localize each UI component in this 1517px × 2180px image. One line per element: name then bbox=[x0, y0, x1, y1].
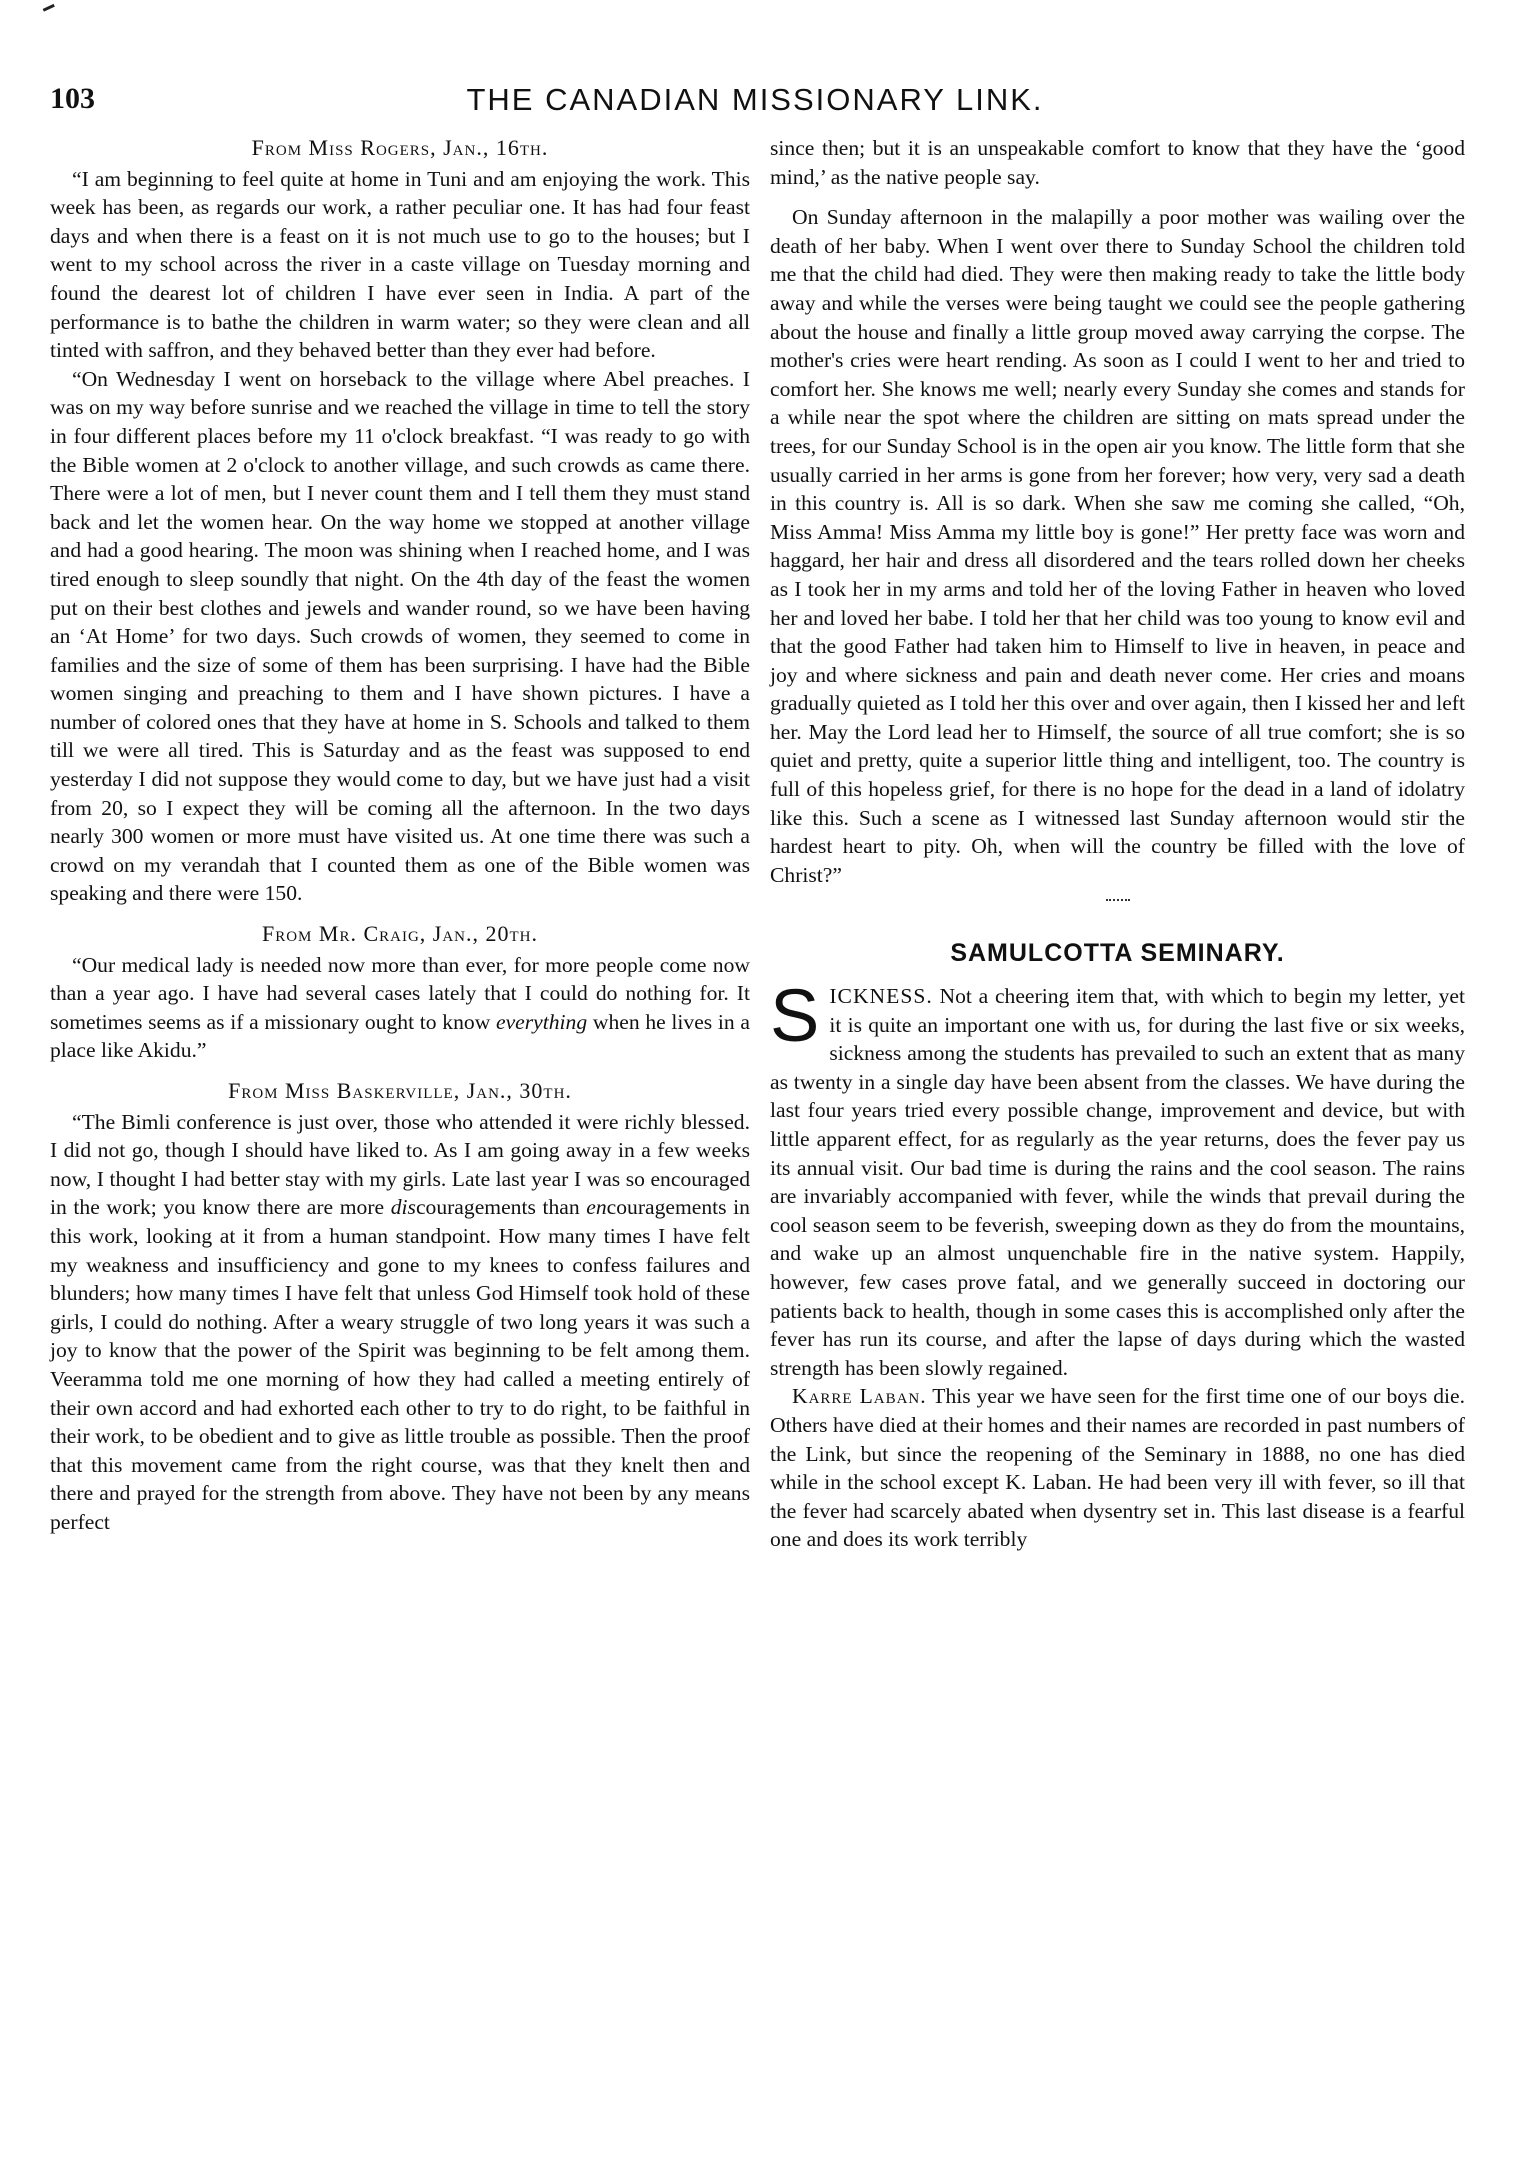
scan-mark bbox=[43, 4, 58, 17]
craig-paragraph: “Our medical lady is needed now more than ever, for more people come now than a year ago. I have had several cases lately that I could do nothing for. It sometimes seems as if a missionary ought to know everything when he lives in a place like Akidu.” bbox=[50, 952, 750, 1063]
baskerville-paragraph-1: “The Bimli conference is just over, those who attended it were richly blessed. I did not go, though I should have liked to. As I am going away in a few weeks now, I thought I had better stay with my girls. Late last year I was so encouraged in the work; you know there are more discouragements than encouragements in this work, looking at it from a human standpoint. How many times I have felt my weakness and insufficiency and gone to my knees to confess failures and blunders; how many times I have felt that unless God Himself took hold of these girls, I could do nothing. After a weary struggle of two long years it was such a joy to know that the power of the Spirit was beginning to be felt among them. Veeramma told me one morning of how they had called a meeting entirely of their own accord and had exhorted each other to try to do right, to be faithful in their work, to be obedient and to give as little trouble as possible. Then the proof that this movement came from the right course, was that they knelt then and there and prayed for the strength from above. They have not been by any means perfect bbox=[50, 1109, 750, 1534]
left-column bbox=[50, 134, 750, 1537]
page-number: 103 bbox=[50, 82, 95, 115]
section-divider bbox=[1106, 899, 1130, 901]
rogers-paragraph-2: “On Wednesday I went on horseback to the village where Abel preaches. I was on my way before sunrise and we reached the village in time to tell the story in four different places before my 11 o'clock breakfast. “I was ready to go with the Bible women at 2 o'clock to another village, and such crowds as came there. There were a lot of men, but I never count them and I tell them they must stand back and let the women hear. On the way home we stopped at another village and had a good hearing. The moon was shining when I reached home, and I was tired enough to sleep soundly that night. On the 4th day of the feast the women put on their best clothes and jewels and wander round, so we have been having an ‘At Home’ for two days. Such crowds of women, they seemed to come in families and the size of some of them has been surprising. I have had the Bible women singing and preaching to them and I have shown pictures. I have a number of colored ones that they have at home in S. Schools and talked to them till we were all tired. This is Saturday and as the feast was supposed to end yesterday I did not suppose they would come to day, but we have just had a visit from 20, so I expect they will be coming all the afternoon. In the two days nearly 300 women or more must have visited us. At one time there was such a crowd on my verandah that I counted them as one of the Bible women was speaking and there were 150. bbox=[50, 366, 750, 906]
right-column bbox=[770, 134, 1465, 1554]
page-header bbox=[50, 82, 1460, 122]
journal-title: THE CANADIAN MISSIONARY LINK. bbox=[466, 82, 1044, 117]
seminary-paragraph-2: Karre Laban. This year we have seen for the first time one of our boys die. Others have died at their homes and their names are recorded in past numbers of the Link, but since the reopening of the Seminary in 1888, no one has died while in the school except K. Laban. He had been very ill with fever, so ill that the fever had scarcely abated when dysentry set in. This last disease is a fearful one and does its work terribly bbox=[770, 1384, 1465, 1552]
rogers-paragraph-1: “I am beginning to feel quite at home in Tuni and am enjoying the work. This week has been, as regards our work, a rather peculiar one. It has had four feast days and when there is a feast on it is not much use to go to the houses; but I went to my school across the river in a caste village on Tuesday morning and found the dearest lot of children I have ever seen in India. A part of the performance is to bathe the children in warm water; so they were clean and all tinted with saffron, and they behaved better than they ever had before. bbox=[50, 166, 750, 363]
section-title-seminary: SAMULCOTTA SEMINARY. bbox=[950, 939, 1285, 968]
seminary-paragraph-1: SICKNESS. Not a cheering item that, with which to begin my letter, yet it is quite an important one with us, for during the last five or six weeks, sickness among the students has prevailed to such an extent that as many as twenty in a single day have been absent from the classes. We have during the last four years tried every possible change, improvement and device, but with little apparent effect, for as regularly as the year returns, does the fever pay us its annual visit. Our bad time is during the rains and the cool season. The rains are invariably accompanied with fever, while the winds that prevail during the cool season seem to be feverish, sweeping down as they do from the mountains, and wake up an almost unquenchable fire in the native system. Happily, however, few cases prove fatal, and we generally succeed in doctoring our patients back to health, though in some cases this is accomplished only after the fever has run its course, and after the lapse of days during which the wasted strength has been slowly regained. bbox=[770, 974, 1465, 1380]
drop-cap: S bbox=[770, 974, 820, 1058]
byline-baskerville: From Miss Baskerville, Jan., 30th. bbox=[228, 1078, 572, 1103]
byline-craig: From Mr. Craig, Jan., 20th. bbox=[261, 921, 539, 947]
baskerville-continuation: since then; but it is an unspeakable comfort to know that they have the ‘good mind,’ as the native people say. bbox=[770, 136, 1465, 189]
baskerville-paragraph-2: On Sunday afternoon in the malapilly a poor mother was wailing over the death of her baby. When I went over there to Sunday School the children told me that the child had died. They were then making ready to take the little body away and while the verses were being taught we could see the people gathering about the house and finally a little group moved away carrying the corpse. The mother's cries were heart rending. As soon as I could I went to her and tried to comfort her. She knows me well; nearly every Sunday she comes and stands for a while near the spot where the children are sitting on mats spread under the trees, for our Sunday School is in the open air you know. The little form that she usually carried in her arms is gone from her forever; how very, very sad a death in this country is. All is so dark. When she saw me coming she called, “Oh, Miss Amma! Miss Amma my little boy is gone!” Her pretty face was worn and haggard, her hair and dress all disordered and the tears rolled down her cheeks as I took her in my arms and told her of the loving Father in heaven who loved her and loved her babe. I told her that her child was too young to know evil and that the good Father had taken him to Himself to live in heaven, in peace and joy and where sickness and pain and death never come. Her cries and moans gradually quieted as I told her this over and over again, then I kissed her and left her. May the Lord lead her to Himself, the source of all true comfort; she is so quiet and pretty, quite a superior little thing and intelligent, too. The country is full of this hopeless grief, for there is no hope for the dead in a land of idolatry like this. Such a scene as I witnessed last Sunday afternoon would stir the hardest heart to pity. Oh, when will the country be filled with the love of Christ?” bbox=[770, 205, 1465, 887]
byline-rogers: From Miss Rogers, Jan., 16th. bbox=[251, 135, 549, 160]
